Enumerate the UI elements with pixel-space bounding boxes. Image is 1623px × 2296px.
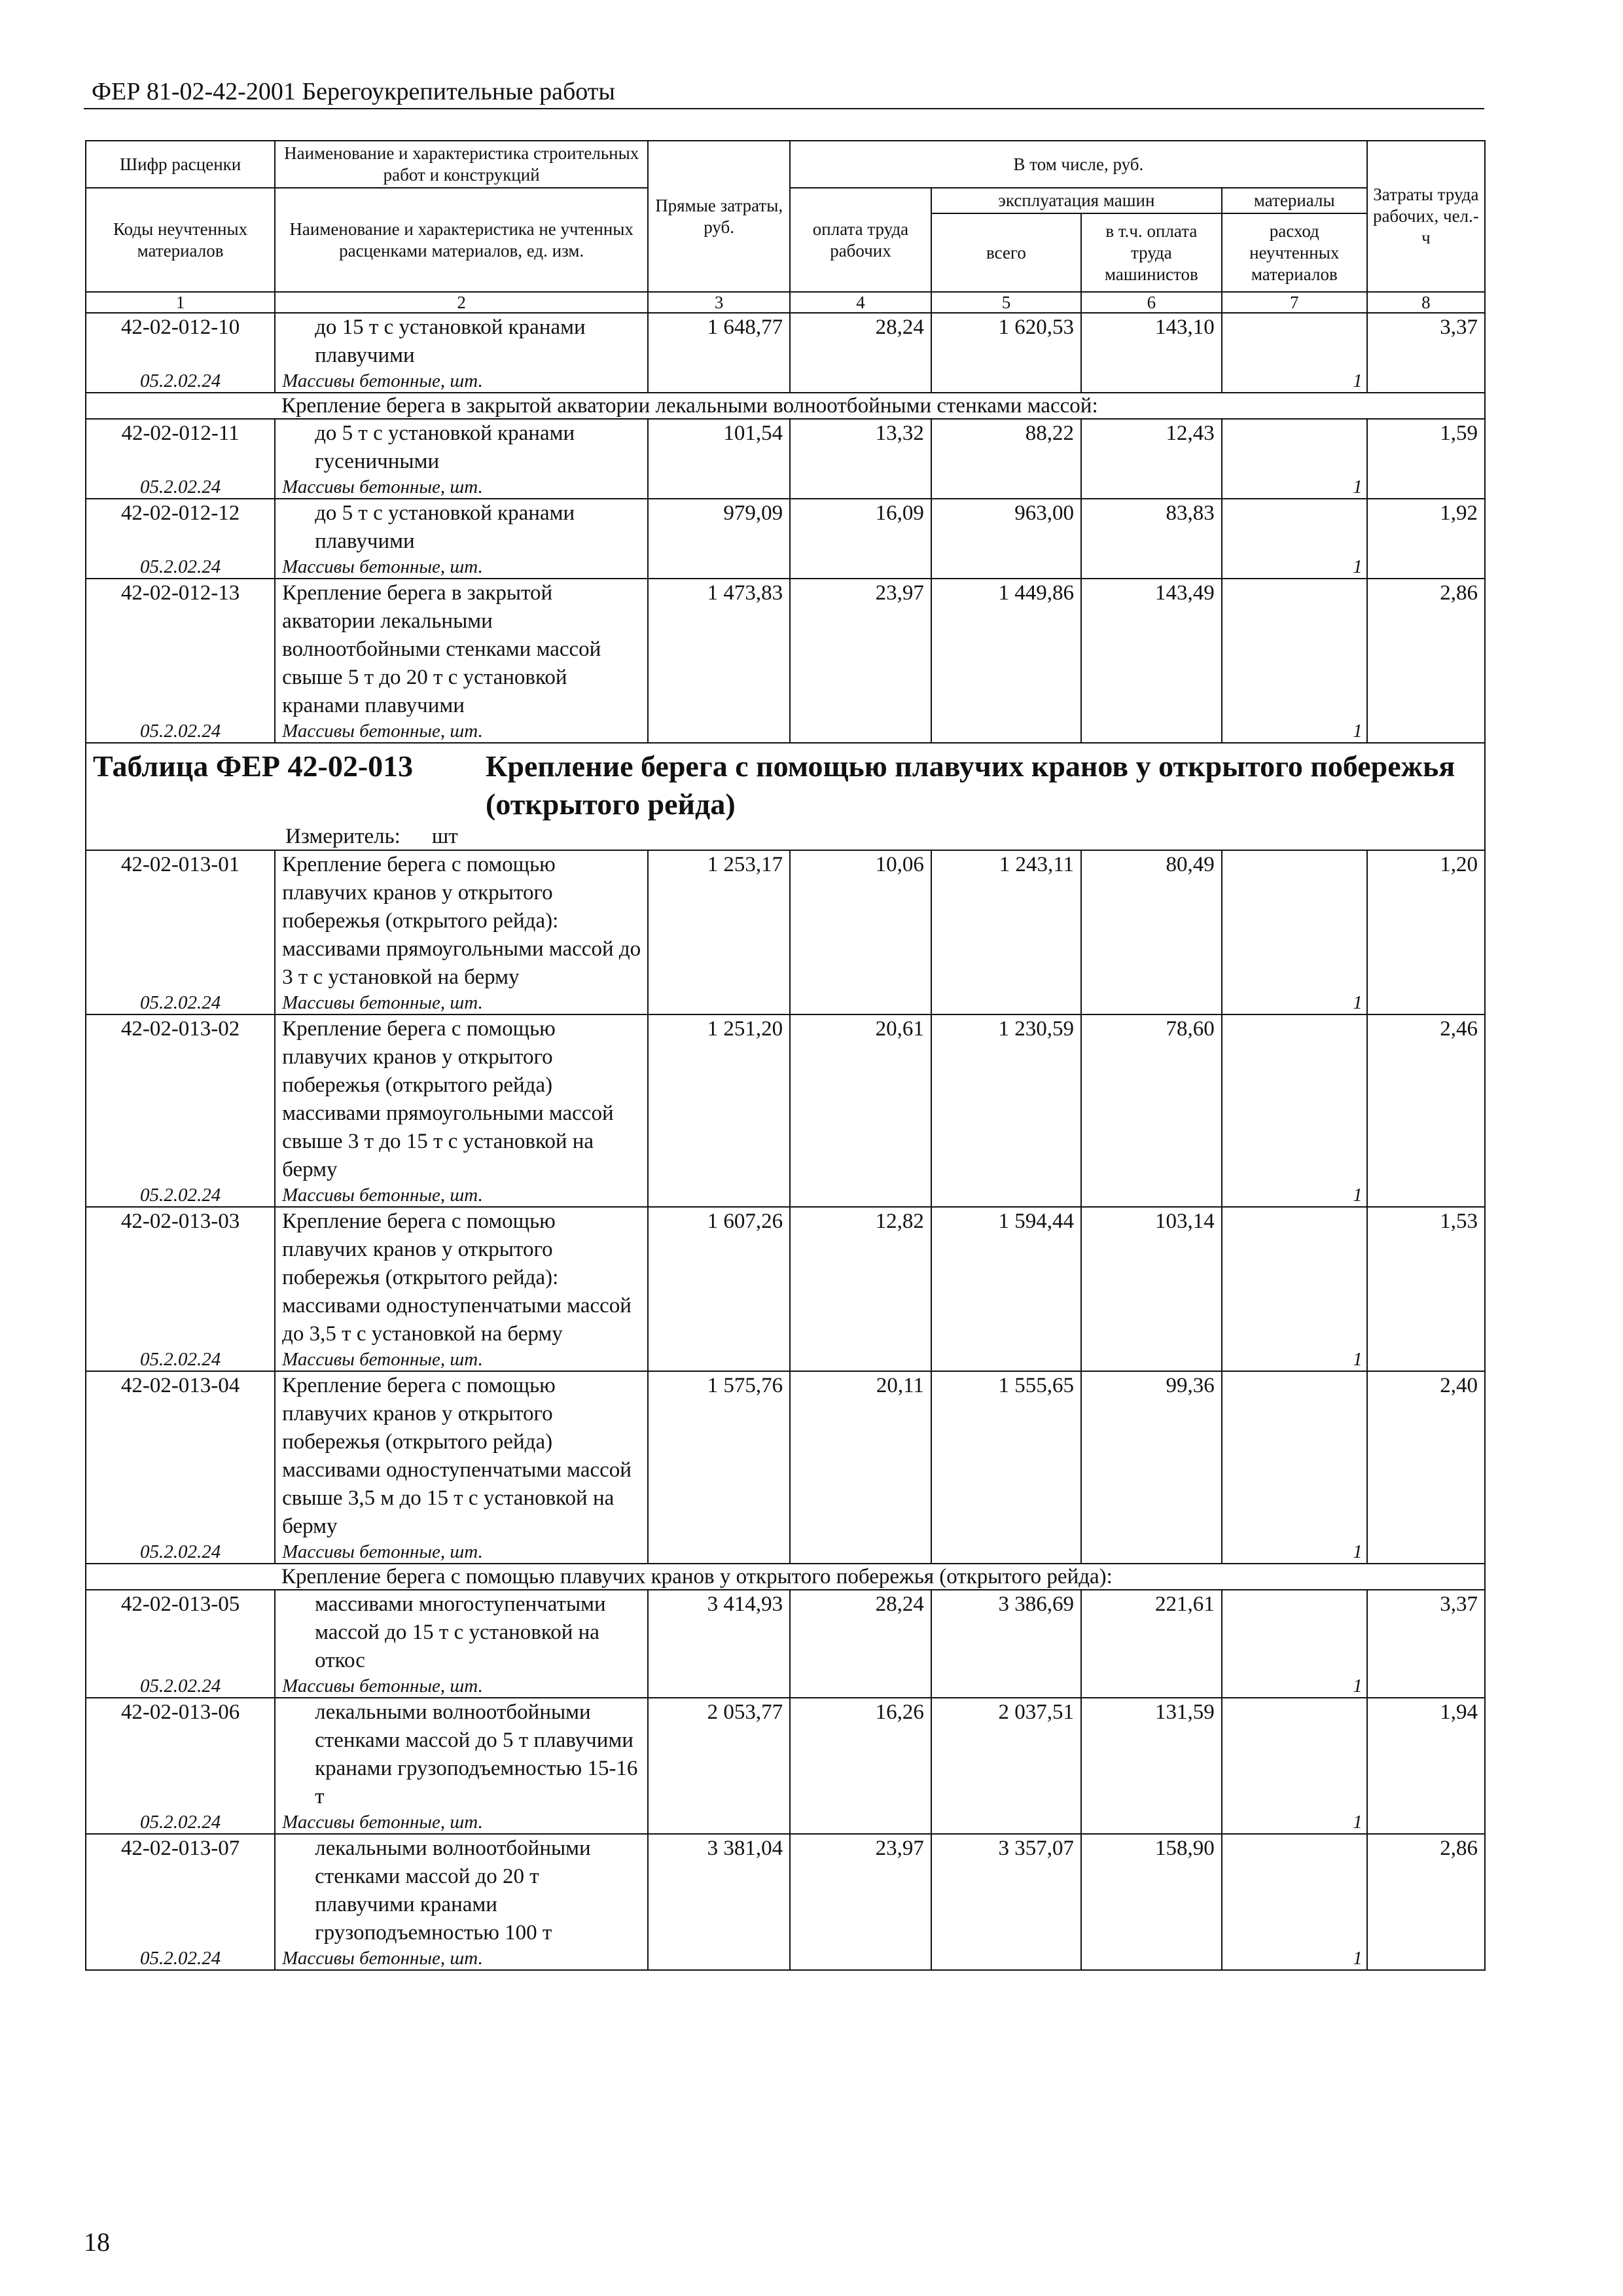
material-code: 05.2.02.24 [86,476,275,499]
table-body [86,313,1485,1970]
material-name: Массивы бетонные, шт. [275,1541,648,1564]
labor-pay: 20,61 [790,1014,931,1184]
machines-total: 963,00 [931,499,1081,556]
machinist-pay: 99,36 [1081,1371,1222,1541]
direct-costs: 2 053,77 [648,1698,790,1811]
material-row [86,1675,1485,1698]
empty-cell [790,1811,931,1834]
header-codes-unaccounted: Коды неучтенных материалов [86,188,275,292]
work-description: Крепление берега с помощью плавучих кранов у открытого побережья (открытого рейда): массивами прямоугольными массой до 3 т с установкой на берму [275,850,648,992]
empty-cell [1081,1811,1222,1834]
labor-pay: 16,26 [790,1698,931,1811]
rate-row [86,499,1485,556]
material-quantity: 1 [1222,1184,1367,1207]
labor-pay: 12,82 [790,1207,931,1348]
machines-total: 1 594,44 [931,1207,1081,1348]
table-unit-cell [86,823,1485,850]
empty-cell [790,1541,931,1564]
rate-code: 42-02-012-13 [86,579,275,720]
material-code: 05.2.02.24 [86,556,275,579]
material-name: Массивы бетонные, шт. [275,1348,648,1371]
empty-cell [1081,1184,1222,1207]
empty-cell [648,1811,790,1834]
group-heading-row [86,393,1485,419]
material-code: 05.2.02.24 [86,370,275,393]
material-code: 05.2.02.24 [86,1811,275,1834]
labor-hours: 3,37 [1367,313,1485,370]
empty-cell [1367,1947,1485,1970]
machinist-pay: 78,60 [1081,1014,1222,1184]
materials-consumption [1222,850,1367,992]
material-row [86,1348,1485,1371]
table-title: Крепление берега с помощью плавучих кранов у открытого побережья (открытого рейда) [486,749,1455,821]
empty-cell [790,556,931,579]
empty-cell [1081,476,1222,499]
machinist-pay: 80,49 [1081,850,1222,992]
table-unit-row [86,823,1485,850]
labor-pay: 16,09 [790,499,931,556]
labor-pay: 28,24 [790,1590,931,1675]
labor-pay: 20,11 [790,1371,931,1541]
header-code: Шифр расценки [86,141,275,188]
material-row [86,992,1485,1014]
group-heading-row [86,1564,1485,1590]
work-description: Крепление берега с помощью плавучих кранов у открытого побережья (открытого рейда) массивами одноступенчатыми массой свыше 3,5 м до 15 т с установкой на берму [275,1371,648,1541]
empty-cell [931,992,1081,1014]
labor-hours: 2,86 [1367,579,1485,720]
empty-cell [1081,556,1222,579]
table-title-row [86,743,1485,823]
material-row [86,370,1485,393]
empty-cell [648,1184,790,1207]
col-number: 1 [86,292,275,313]
material-quantity: 1 [1222,1811,1367,1834]
materials-consumption [1222,419,1367,476]
empty-cell [1081,992,1222,1014]
machines-total: 88,22 [931,419,1081,476]
direct-costs: 1 473,83 [648,579,790,720]
machinist-pay: 143,10 [1081,313,1222,370]
empty-cell [648,720,790,743]
material-code: 05.2.02.24 [86,1541,275,1564]
empty-cell [1367,1541,1485,1564]
empty-cell [1081,720,1222,743]
materials-consumption [1222,579,1367,720]
materials-consumption [1222,1207,1367,1348]
labor-hours: 1,20 [1367,850,1485,992]
work-description: Крепление берега с помощью плавучих кранов у открытого побережья (открытого рейда) массивами прямоугольными массой свыше 3 т до 15 т с установкой на берму [275,1014,648,1184]
material-quantity: 1 [1222,556,1367,579]
rate-row [86,579,1485,720]
material-name: Массивы бетонные, шт. [275,1184,648,1207]
materials-consumption [1222,1590,1367,1675]
empty-cell [1081,1541,1222,1564]
empty-cell [790,1184,931,1207]
rate-row [86,1834,1485,1947]
col-number: 8 [1367,292,1485,313]
empty-cell [1081,1348,1222,1371]
machinist-pay: 143,49 [1081,579,1222,720]
rate-row [86,419,1485,476]
materials-consumption [1222,1698,1367,1811]
empty-cell [931,370,1081,393]
material-quantity: 1 [1222,370,1367,393]
material-code: 05.2.02.24 [86,1184,275,1207]
labor-pay: 23,97 [790,579,931,720]
material-quantity: 1 [1222,720,1367,743]
materials-consumption [1222,1014,1367,1184]
direct-costs: 1 607,26 [648,1207,790,1348]
empty-cell [648,476,790,499]
header-name: Наименование и характеристика строительных работ и конструкций [275,141,648,188]
machinist-pay: 103,14 [1081,1207,1222,1348]
empty-cell [931,1811,1081,1834]
labor-hours: 2,86 [1367,1834,1485,1947]
material-code: 05.2.02.24 [86,1348,275,1371]
empty-cell [790,1675,931,1698]
machinist-pay: 131,59 [1081,1698,1222,1811]
empty-cell [790,1947,931,1970]
material-name: Массивы бетонные, шт. [275,476,648,499]
machines-total: 1 555,65 [931,1371,1081,1541]
rate-code: 42-02-013-05 [86,1590,275,1675]
material-name: Массивы бетонные, шт. [275,1675,648,1698]
labor-hours: 2,46 [1367,1014,1485,1184]
machines-total: 3 357,07 [931,1834,1081,1947]
rate-code: 42-02-013-03 [86,1207,275,1348]
empty-cell [1367,1675,1485,1698]
rate-code: 42-02-013-06 [86,1698,275,1811]
rate-row [86,1590,1485,1675]
rates-table [85,140,1486,1971]
material-name: Массивы бетонные, шт. [275,1811,648,1834]
unit-label: Измеритель: [285,825,401,848]
empty-cell [1367,476,1485,499]
rate-code: 42-02-012-10 [86,313,275,370]
rate-code: 42-02-012-11 [86,419,275,476]
empty-cell [931,556,1081,579]
page-number: 18 [84,2227,110,2257]
col-number: 2 [275,292,648,313]
empty-cell [648,556,790,579]
labor-pay: 28,24 [790,313,931,370]
header-machinist-pay: в т.ч. оплата труда машинистов [1081,213,1222,292]
header-rule [84,108,1484,109]
machinist-pay: 158,90 [1081,1834,1222,1947]
machinist-pay: 12,43 [1081,419,1222,476]
col-number: 3 [648,292,790,313]
rate-row [86,1014,1485,1184]
machinist-pay: 221,61 [1081,1590,1222,1675]
rate-code: 42-02-012-12 [86,499,275,556]
work-description: до 5 т с установкой кранами плавучими [275,499,648,556]
empty-cell [648,992,790,1014]
empty-cell [931,1541,1081,1564]
materials-consumption [1222,1371,1367,1541]
material-name: Массивы бетонные, шт. [275,720,648,743]
materials-consumption [1222,499,1367,556]
material-name: Массивы бетонные, шт. [275,992,648,1014]
header-including: В том числе, руб. [790,141,1367,188]
rate-row [86,313,1485,370]
rate-code: 42-02-013-04 [86,1371,275,1541]
empty-cell [931,1184,1081,1207]
empty-cell [1081,1675,1222,1698]
direct-costs: 979,09 [648,499,790,556]
group-heading: Крепление берега с помощью плавучих кранов у открытого побережья (открытого рейда): [281,1565,1113,1588]
header-machine-operation: эксплуатация машин [931,188,1222,213]
empty-cell [931,1348,1081,1371]
material-quantity: 1 [1222,992,1367,1014]
rate-row [86,1371,1485,1541]
empty-cell [1367,1184,1485,1207]
materials-consumption [1222,313,1367,370]
material-quantity: 1 [1222,476,1367,499]
work-description: лекальными волноотбойными стенками массой до 20 т плавучими кранами грузоподъемностью 100 т [275,1834,648,1947]
material-name: Массивы бетонные, шт. [275,556,648,579]
labor-pay: 13,32 [790,419,931,476]
empty-cell [648,1675,790,1698]
material-quantity: 1 [1222,1348,1367,1371]
machines-total: 1 449,86 [931,579,1081,720]
material-code: 05.2.02.24 [86,992,275,1014]
labor-hours: 2,40 [1367,1371,1485,1541]
empty-cell [648,1541,790,1564]
labor-pay: 10,06 [790,850,931,992]
direct-costs: 1 575,76 [648,1371,790,1541]
material-row [86,1541,1485,1564]
machines-total: 3 386,69 [931,1590,1081,1675]
unit-value: шт [431,825,458,848]
empty-cell [1081,1947,1222,1970]
header-name-unaccounted: Наименование и характеристика не учтенных расценками материалов, ед. изм. [275,188,648,292]
empty-cell [790,992,931,1014]
empty-cell [931,720,1081,743]
empty-cell [790,1348,931,1371]
empty-cell [790,476,931,499]
col-number: 4 [790,292,931,313]
material-quantity: 1 [1222,1675,1367,1698]
column-numbers-row [86,292,1485,313]
machines-total: 1 620,53 [931,313,1081,370]
machines-total: 1 230,59 [931,1014,1081,1184]
rate-code: 42-02-013-07 [86,1834,275,1947]
material-row [86,1947,1485,1970]
work-description: массивами многоступенчатыми массой до 15 т с установкой на откос [275,1590,648,1675]
labor-hours: 3,37 [1367,1590,1485,1675]
empty-cell [931,1675,1081,1698]
work-description: Крепление берега в закрытой акватории лекальными волноотбойными стенками массой свыше 5 т до 20 т с установкой кранами плавучими [275,579,648,720]
table-header [86,141,1485,313]
work-description: Крепление берега с помощью плавучих кранов у открытого побережья (открытого рейда): массивами одноступенчатыми массой до 3,5 т с установкой на берму [275,1207,648,1348]
header-materials-consumption: расход неучтенных материалов [1222,213,1367,292]
empty-cell [1367,992,1485,1014]
rate-code: 42-02-013-02 [86,1014,275,1184]
rate-row [86,1698,1485,1811]
work-description: до 15 т с установкой кранами плавучими [275,313,648,370]
header-labor-costs: Затраты труда рабочих, чел.-ч [1367,141,1485,292]
empty-cell [1367,370,1485,393]
material-row [86,720,1485,743]
empty-cell [790,720,931,743]
material-code: 05.2.02.24 [86,1675,275,1698]
materials-consumption [1222,1834,1367,1947]
empty-cell [931,476,1081,499]
labor-hours: 1,94 [1367,1698,1485,1811]
empty-cell [648,370,790,393]
rate-row [86,1207,1485,1348]
machines-total: 2 037,51 [931,1698,1081,1811]
direct-costs: 1 648,77 [648,313,790,370]
direct-costs: 1 251,20 [648,1014,790,1184]
col-number: 7 [1222,292,1367,313]
labor-pay: 23,97 [790,1834,931,1947]
empty-cell [1367,720,1485,743]
material-quantity: 1 [1222,1947,1367,1970]
direct-costs: 3 381,04 [648,1834,790,1947]
material-row [86,556,1485,579]
material-row [86,1811,1485,1834]
labor-hours: 1,59 [1367,419,1485,476]
empty-cell [790,370,931,393]
machines-total: 1 243,11 [931,850,1081,992]
col-number: 5 [931,292,1081,313]
direct-costs: 101,54 [648,419,790,476]
rate-code: 42-02-013-01 [86,850,275,992]
group-heading-cell [86,1564,1485,1590]
group-heading-cell [86,393,1485,419]
rate-row [86,850,1485,992]
empty-cell [1081,370,1222,393]
col-number: 6 [1081,292,1222,313]
material-code: 05.2.02.24 [86,1947,275,1970]
direct-costs: 3 414,93 [648,1590,790,1675]
material-row [86,1184,1485,1207]
header-labor-pay: оплата труда рабочих [790,188,931,292]
material-name: Массивы бетонные, шт. [275,1947,648,1970]
table-number: Таблица ФЕР 42-02-013 [93,749,414,783]
empty-cell [648,1348,790,1371]
empty-cell [1367,1348,1485,1371]
machinist-pay: 83,83 [1081,499,1222,556]
labor-hours: 1,92 [1367,499,1485,556]
table-title-cell [86,743,1485,823]
empty-cell [931,1947,1081,1970]
material-quantity: 1 [1222,1541,1367,1564]
material-code: 05.2.02.24 [86,720,275,743]
header-materials: материалы [1222,188,1367,213]
empty-cell [1367,1811,1485,1834]
work-description: до 5 т с установкой кранами гусеничными [275,419,648,476]
group-heading: Крепление берега в закрытой акватории лекальными волноотбойными стенками массой: [281,394,1098,418]
header-machines-total: всего [931,213,1081,292]
work-description: лекальными волноотбойными стенками массой до 5 т плавучими кранами грузоподъемностью 15-16 т [275,1698,648,1811]
labor-hours: 1,53 [1367,1207,1485,1348]
direct-costs: 1 253,17 [648,850,790,992]
header-direct-costs: Прямые затраты, руб. [648,141,790,292]
running-header: ФЕР 81-02-42-2001 Берегоукрепительные работы [92,78,615,105]
empty-cell [648,1947,790,1970]
empty-cell [1367,556,1485,579]
material-row [86,476,1485,499]
material-name: Массивы бетонные, шт. [275,370,648,393]
